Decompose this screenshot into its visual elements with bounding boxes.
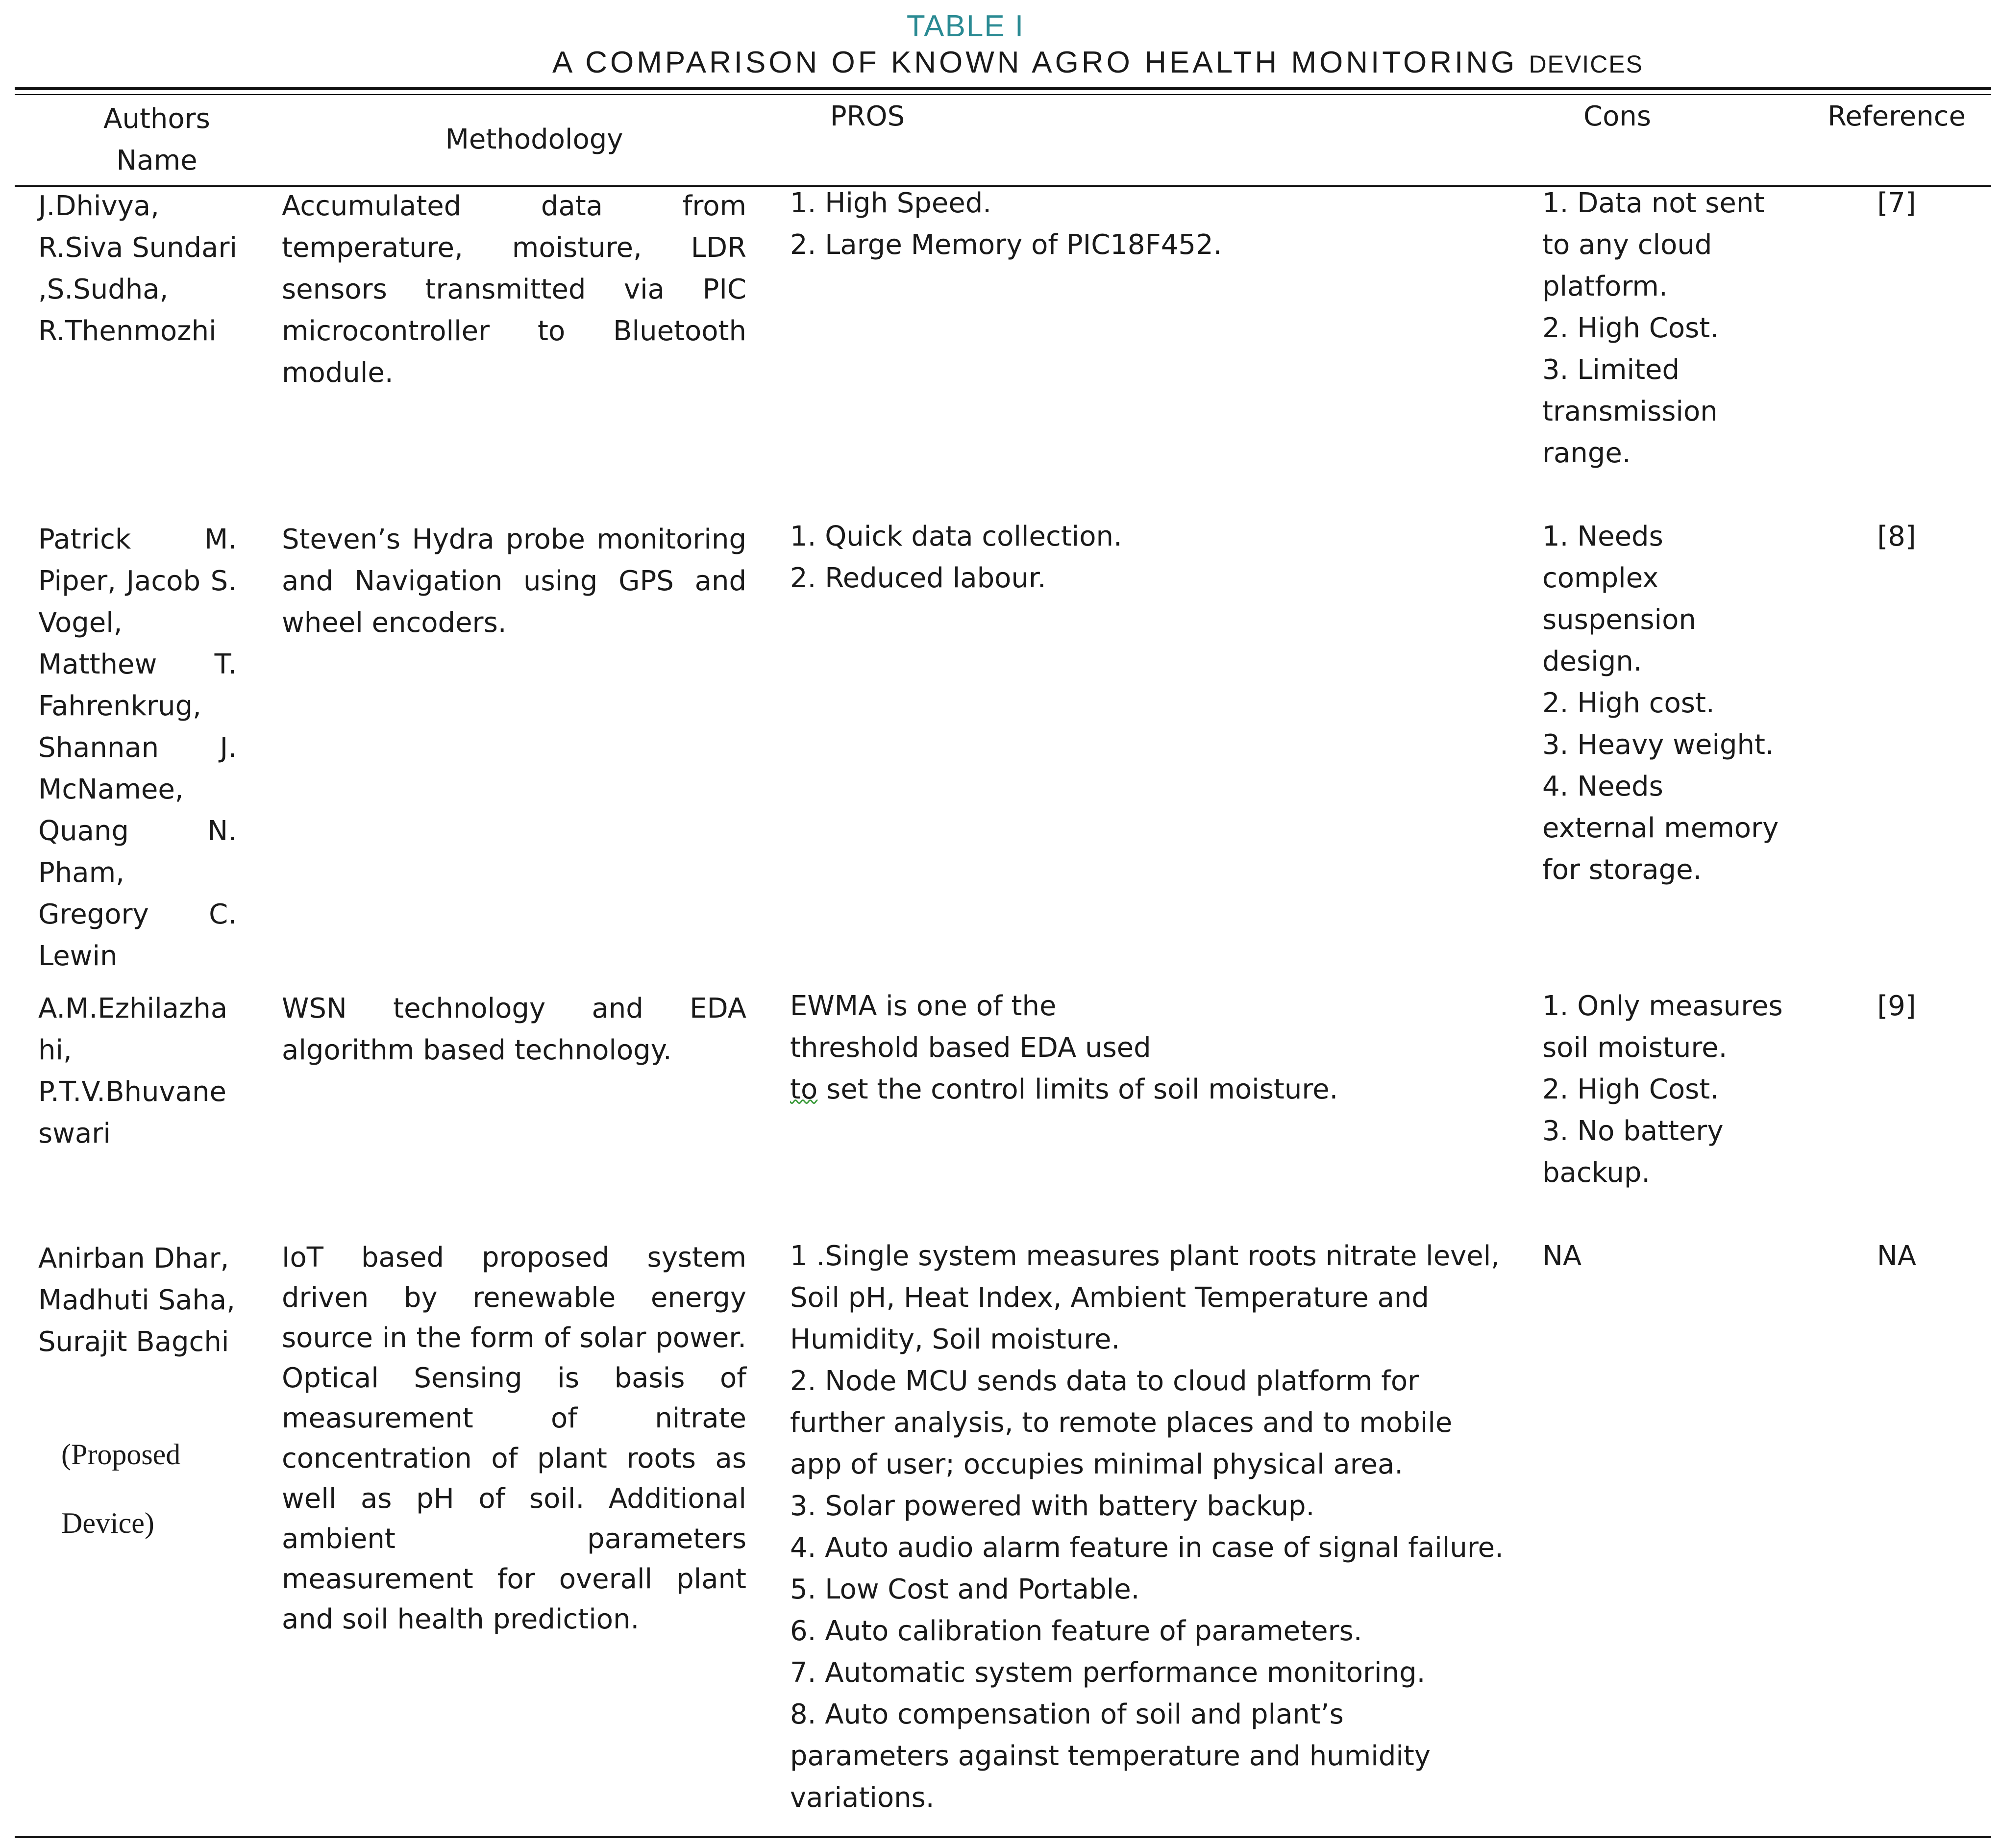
row3-authors: A.M.Ezhilazha hi, P.T.V.Bhuvane swari	[38, 993, 228, 1149]
top-rule	[15, 87, 1991, 90]
row3-pros-line1: EWMA is one of the	[790, 990, 1057, 1022]
row4-authors: Anirban Dhar, Madhuti Saha, Surajit Bagchi	[38, 1243, 235, 1358]
row4-methodology: IoT based proposed system driven by renewable energy source in the form of solar power. Optical Sensing is basis of measurement of nitrate concentration of plant roots as well as pH of soil. Additional ambient parameters measurement for overall plant and soil health prediction.	[282, 1242, 746, 1635]
header-authors: Authors Name	[103, 103, 210, 176]
row3-pros-line3	[790, 1069, 1338, 1110]
row2-reference: [8]	[1877, 521, 1916, 552]
top-rule-thin	[15, 94, 1991, 95]
table-title-tail: DEVICES	[1529, 50, 1643, 78]
row4-pros: 1 .Single system measures plant roots nitrate level, Soil pH, Heat Index, Ambient Temperature and Humidity, Soil moisture. 2. Node MCU sends data to cloud platform for further analysis, to remote places and to mobile app of user; occupies minimal physical area. 3. Solar powered with battery backup. 4. Auto audio alarm feature in case of signal failure. 5. Low Cost and Portable. 6. Auto calibration feature of parameters. 7. Automatic system performance monitoring. 8. Auto compensation of soil and plant’s parameters against temperature and humidity variations.	[790, 1240, 1504, 1814]
table-number: TABLE I	[906, 9, 1025, 43]
row4-cons: NA	[1542, 1240, 1582, 1272]
header-cons: Cons	[1583, 100, 1652, 132]
row4-reference: NA	[1877, 1240, 1917, 1272]
row4-note-line2: Device)	[61, 1507, 154, 1539]
table-title-main: A COMPARISON OF KNOWN AGRO HEALTH MONITORING	[552, 46, 1518, 79]
row2-cons: 1. Needs complex suspension design. 2. High cost. 3. Heavy weight. 4. Needs external memory for storage.	[1542, 521, 1779, 886]
table-title	[0, 45, 2001, 80]
bottom-rule	[15, 1836, 1991, 1838]
row3-pros-line2: threshold based EDA used	[790, 1032, 1151, 1064]
row2-pros: 1. Quick data collection. 2. Reduced labour.	[790, 521, 1122, 594]
row3-pros-underlined-word: to	[790, 1074, 818, 1105]
header-reference: Reference	[1828, 100, 1966, 132]
row1-reference: [7]	[1877, 187, 1916, 219]
row3-methodology: WSN technology and EDA algorithm based technology.	[282, 993, 746, 1066]
row2-authors: Patrick M. Piper, Jacob S. Vogel, Matthew T. Fahrenkrug, Shannan J. McNamee, Quang N. Pham, Gregory C. Lewin	[38, 524, 237, 972]
row3-pros	[790, 985, 1338, 1110]
row3-reference: [9]	[1877, 990, 1916, 1022]
row1-authors: J.Dhivya, R.Siva Sundari ,S.Sudha, R.Thenmozhi	[38, 190, 238, 347]
row3-cons: 1. Only measures soil moisture. 2. High Cost. 3. No battery backup.	[1542, 990, 1783, 1189]
row1-cons: 1. Data not sent to any cloud platform. 2. High Cost. 3. Limited transmission range.	[1542, 187, 1765, 469]
row1-methodology: Accumulated data from temperature, moisture, LDR sensors transmitted via PIC microcontroller to Bluetooth module.	[282, 190, 746, 389]
row3-pros-line3-rest: set the control limits of soil moisture.	[817, 1074, 1338, 1105]
row4-note-line1: (Proposed	[61, 1438, 181, 1471]
row2-methodology: Steven’s Hydra probe monitoring and Navigation using GPS and wheel encoders.	[282, 524, 746, 639]
header-pros: PROS	[830, 100, 905, 132]
row1-pros: 1. High Speed. 2. Large Memory of PIC18F452.	[790, 187, 1222, 261]
header-methodology: Methodology	[445, 124, 623, 155]
